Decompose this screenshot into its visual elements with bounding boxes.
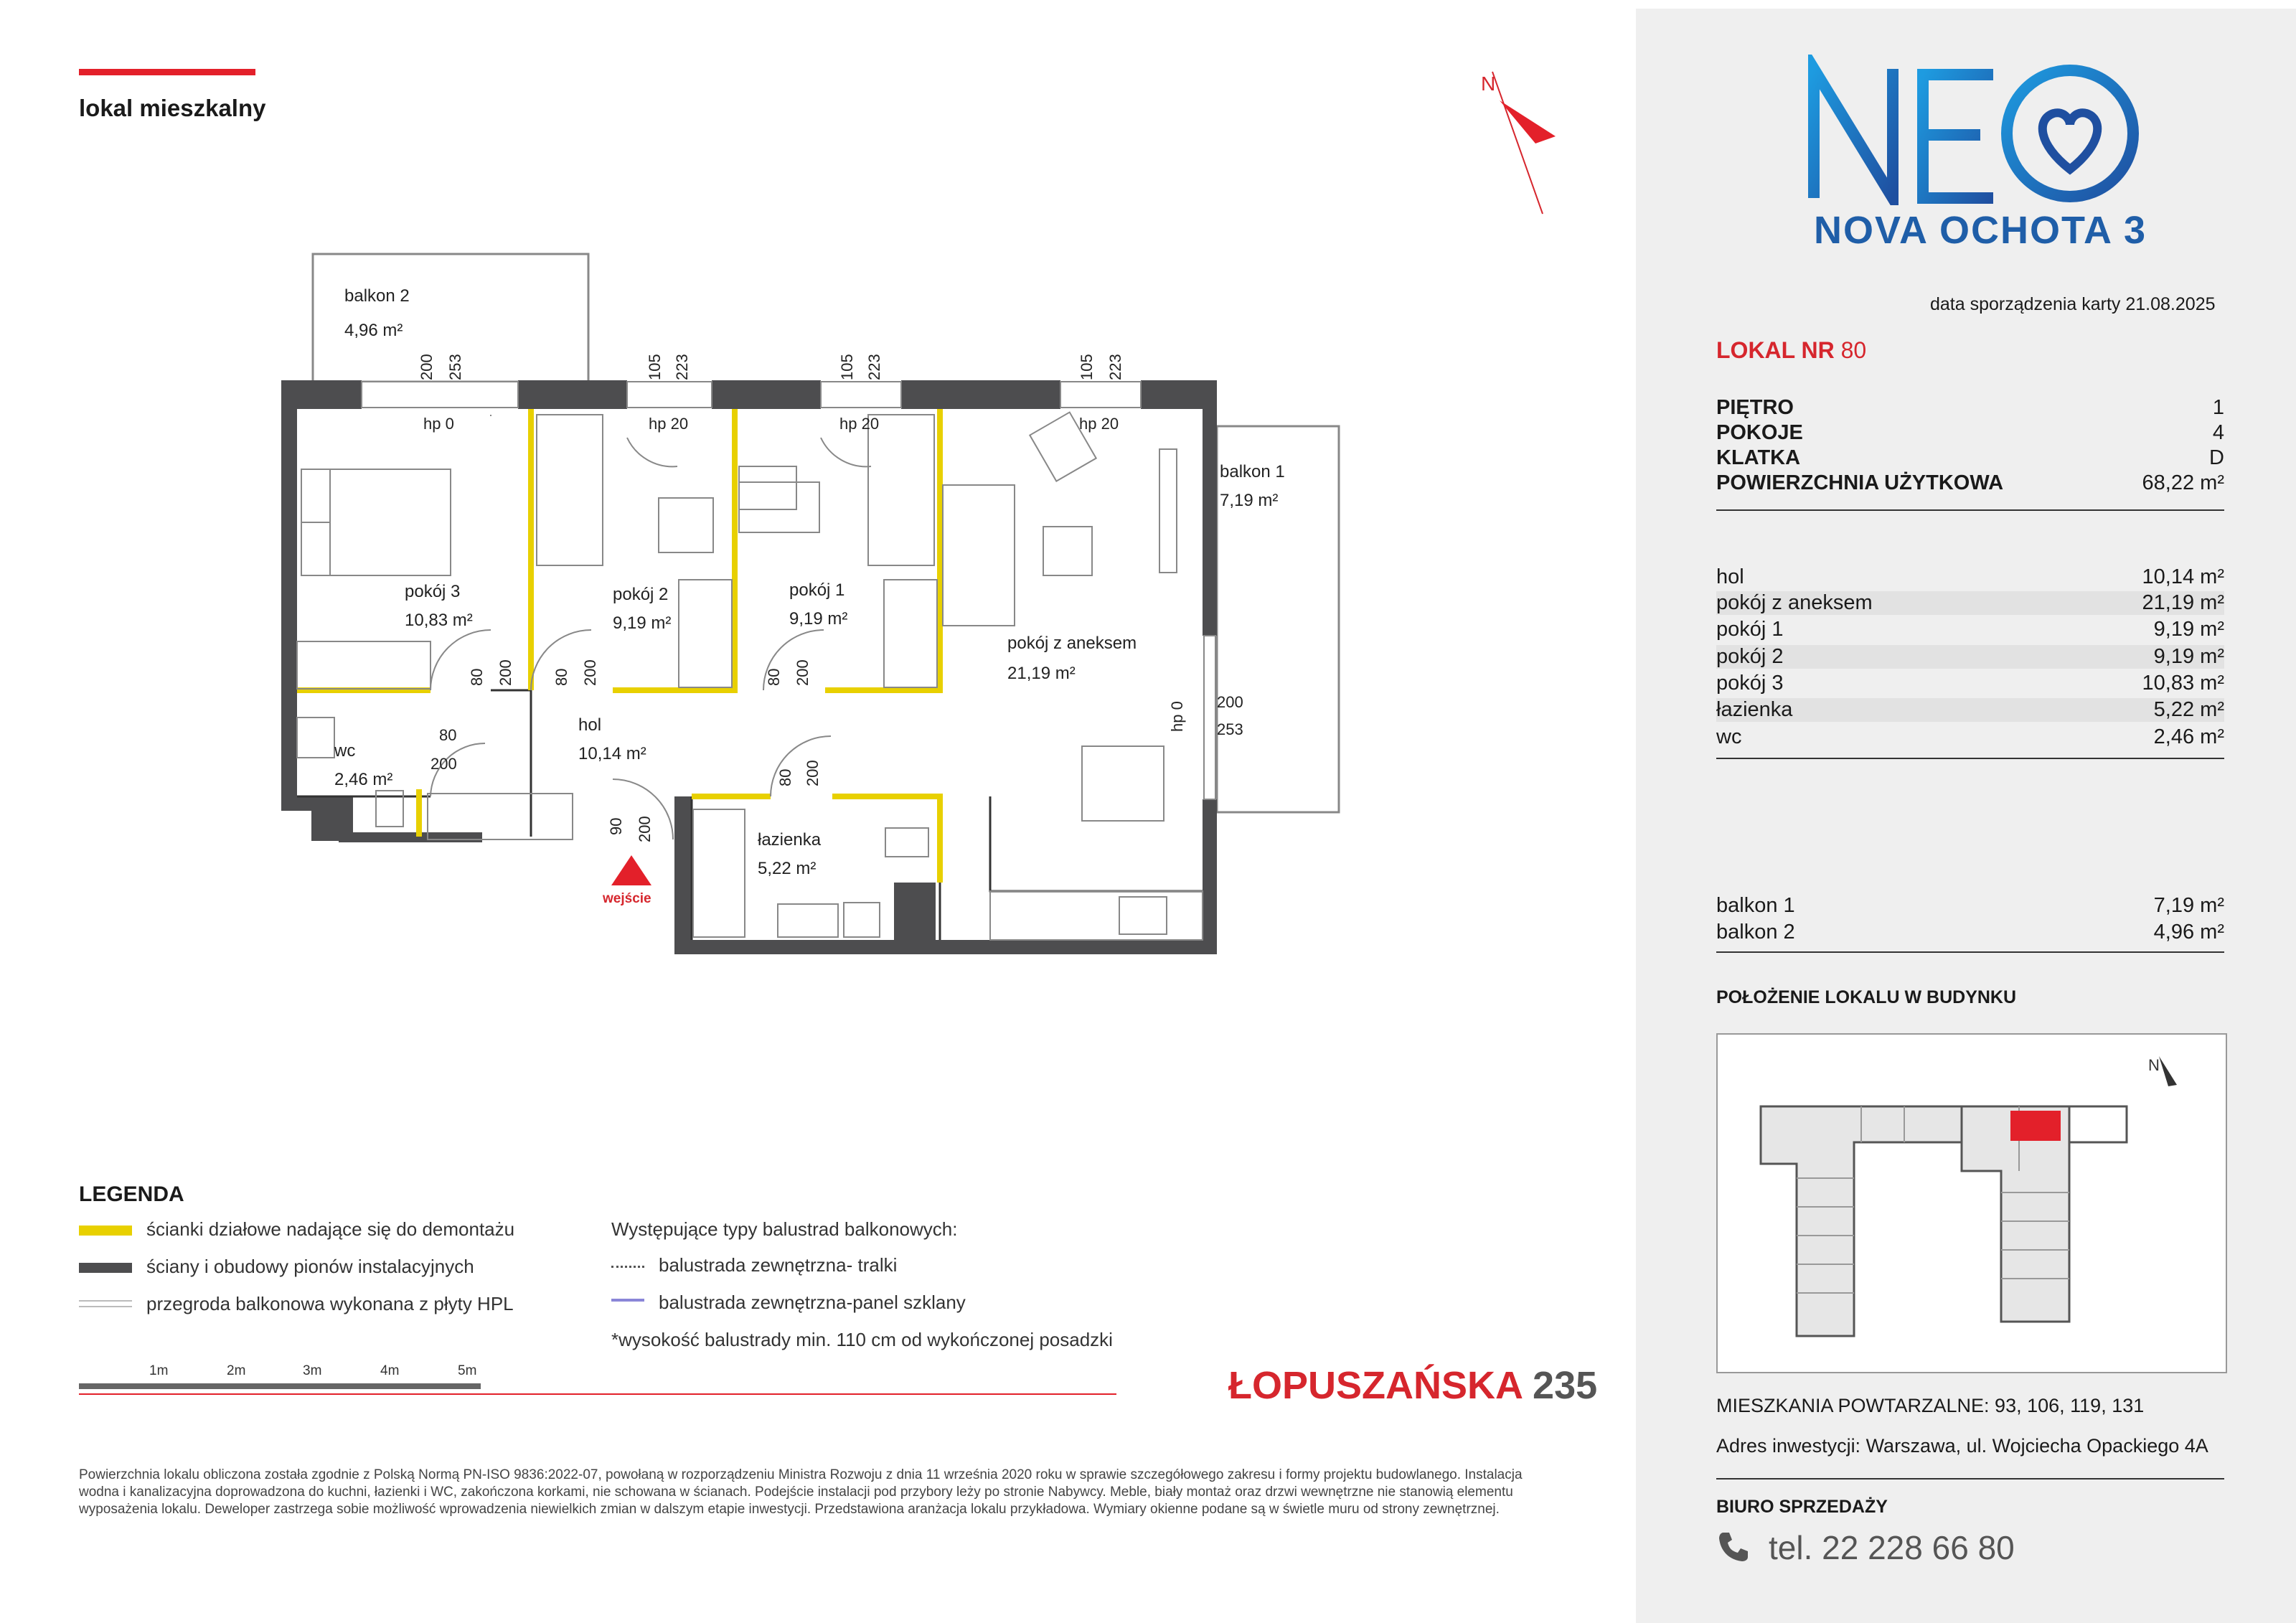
wc-area: 2,46 m² xyxy=(334,770,393,789)
balkon-1-label: balkon 1 xyxy=(1220,462,1285,481)
lokal-value: 80 xyxy=(1840,337,1867,363)
phone-icon xyxy=(1716,1530,1751,1564)
detail-row: POKOJE 4 xyxy=(1716,421,2224,444)
balustrade-note: *wysokość balustrady min. 110 cm od wykończonej posadzki xyxy=(611,1329,1113,1350)
window-hp-label: hp 20 xyxy=(1079,415,1119,433)
legend-item: ściany i obudowy pionów instalacyjnych xyxy=(146,1256,474,1277)
balustrade-tralki-icon xyxy=(611,1261,644,1268)
door-dim-label: 200 xyxy=(794,659,811,686)
pokoj-3-area: 10,83 m² xyxy=(405,611,473,630)
detail-row: POWIERZCHNIA UŻYTKOWA 68,22 m² xyxy=(1716,471,2224,494)
neo-logo xyxy=(1808,55,2152,205)
room-row: pokój 2 9,19 m² xyxy=(1716,645,2224,668)
balustrade-item: balustrada zewnętrzna-panel szklany xyxy=(659,1292,966,1313)
detail-row: KLATKA D xyxy=(1716,446,2224,469)
window-dim-label: 253 xyxy=(1217,720,1243,738)
street-name xyxy=(1228,1363,1597,1408)
door-dim-label: 200 xyxy=(497,659,514,686)
building-location-map xyxy=(1716,1033,2227,1373)
room-row: łazienka 5,22 m² xyxy=(1716,698,2224,721)
room-row: pokój 1 9,19 m² xyxy=(1716,618,2224,641)
hol-label: hol xyxy=(578,715,602,735)
entrance-label: wejście xyxy=(603,891,651,906)
balkon-1-area: 7,19 m² xyxy=(1220,491,1279,510)
door-dim-label: 200 xyxy=(581,659,599,686)
scale-tick: 4m xyxy=(380,1363,400,1378)
room-row: wc 2,46 m² xyxy=(1716,725,2224,748)
window-hp-label: hp 20 xyxy=(839,415,880,433)
door-dim-label: 200 xyxy=(804,760,822,786)
door-dim-label: 80 xyxy=(776,768,794,786)
legend-item: ścianki działowe nadające się do demontażu xyxy=(146,1218,515,1240)
window-hp-label: hp 20 xyxy=(649,415,689,433)
hol-area: 10,14 m² xyxy=(578,744,646,763)
lazienka-area: 5,22 m² xyxy=(758,859,817,878)
document-type: lokal mieszkalny xyxy=(79,95,266,121)
sales-phone[interactable]: tel. 22 228 66 80 xyxy=(1769,1529,2015,1566)
balcony-row: balkon 1 7,19 m² xyxy=(1716,894,2224,917)
balkon-2-label: balkon 2 xyxy=(344,286,410,306)
window-dim-label: 105 xyxy=(1078,354,1096,380)
divider xyxy=(1716,1478,2224,1479)
scale-baseline xyxy=(79,1393,1116,1395)
minimap-north: N xyxy=(2148,1056,2160,1074)
balustrade-glass-icon xyxy=(611,1299,644,1302)
lazienka-label: łazienka xyxy=(758,830,822,850)
balustrade-title: Występujące typy balustrad balkonowych: xyxy=(611,1218,958,1240)
scale-tick: 5m xyxy=(458,1363,477,1378)
legend-title: LEGENDA xyxy=(79,1182,184,1206)
divider xyxy=(1716,509,2224,511)
lokal-label: LOKAL NR xyxy=(1716,337,1835,363)
location-title: POŁOŻENIE LOKALU W BUDYNKU xyxy=(1716,987,2017,1007)
pokoj-3-label: pokój 3 xyxy=(405,582,461,601)
legend-swatch-partition xyxy=(79,1226,132,1236)
door-dim-label: 200 xyxy=(430,755,457,773)
divider xyxy=(1716,951,2224,953)
pokoj-2-area: 9,19 m² xyxy=(613,613,672,633)
pokoj-1-area: 9,19 m² xyxy=(789,609,848,629)
door-dim-label: 80 xyxy=(765,668,783,686)
room-row: hol 10,14 m² xyxy=(1716,565,2224,588)
pokoj-1-label: pokój 1 xyxy=(789,580,845,600)
lokal-number xyxy=(1716,337,1866,364)
unit-highlight xyxy=(2010,1111,2061,1141)
divider xyxy=(1716,758,2224,759)
scale-tick: 2m xyxy=(227,1363,246,1378)
window-dim-label: 105 xyxy=(646,354,664,380)
window-dim-label: 105 xyxy=(838,354,856,380)
window-dim-label: 223 xyxy=(1106,354,1124,380)
legend-swatch-structural xyxy=(79,1263,132,1273)
repeat-units: MIESZKANIA POWTARZALNE: 93, 106, 119, 131 xyxy=(1716,1395,2145,1416)
street-number: 235 xyxy=(1533,1364,1598,1407)
card-date: data sporządzenia karty 21.08.2025 xyxy=(1930,294,2216,314)
balustrade-item: balustrada zewnętrzna- tralki xyxy=(659,1254,898,1276)
investment-address: Adres inwestycji: Warszawa, ul. Wojciecha Opackiego 4A xyxy=(1716,1435,2208,1457)
door-dim-label: 80 xyxy=(468,668,486,686)
partition-walls xyxy=(297,409,940,883)
street-label: ŁOPUSZAŃSKA xyxy=(1228,1364,1523,1407)
wc-label: wc xyxy=(334,741,356,761)
door-dim-label: 200 xyxy=(636,816,654,842)
project-name: NOVA OCHOTA 3 xyxy=(1814,209,2147,252)
window-hp-label: hp 0 xyxy=(423,415,454,433)
pokoj-2-label: pokój 2 xyxy=(613,585,669,604)
disclaimer: Powierzchnia lokalu obliczona została zgodnie z Polską Normą PN-ISO 9836:2022-07, powołaną w rozporządzeniu Ministra Rozwoju z dnia 11 września 2020 roku w sprawie szczegółowego zakresu i formy projektu budowlanego. Instalacja wodna i kanalizacyjna doprowadzona do kuchni, łazienki i WC, zakończona korkami, nie schowana w ścianach. Podejście instalacji pod przybory leży po stronie Nabywcy. Meble, biały montaż oraz drzwi wewnętrzne nie stanowią elementu wyposażenia lokalu. Deweloper zastrzega sobie możliwość wprowadzenia niewielkich zmian w dalszym etapie inwestycji. Przedstawiona aranżacja lokalu przykładowa. Wymiary okienne podane są w świetle muru od strony zewnętrznej. xyxy=(79,1467,1523,1517)
north-arrow xyxy=(1481,72,1556,214)
detail-row: PIĘTRO 1 xyxy=(1716,396,2224,419)
window-dim-label: 223 xyxy=(673,354,691,380)
sales-title: BIURO SPRZEDAŻY xyxy=(1716,1497,1888,1517)
room-row: pokój 3 10,83 m² xyxy=(1716,672,2224,695)
balkon-2-area: 4,96 m² xyxy=(344,321,403,340)
aneks-label: pokój z aneksem xyxy=(1007,634,1137,653)
window-dim-label: 200 xyxy=(418,354,436,380)
balkon-1-outline xyxy=(1217,426,1339,812)
window-hp-label: hp 0 xyxy=(1168,701,1186,732)
legend-swatch-hpl xyxy=(79,1300,132,1307)
room-labels xyxy=(334,286,1285,878)
window-dim-label: 253 xyxy=(446,354,464,380)
legend-item: przegroda balkonowa wykonana z płyty HPL xyxy=(146,1293,514,1314)
north-label: N xyxy=(1481,72,1496,95)
window-dim-label: 223 xyxy=(865,354,883,380)
aneks-area: 21,19 m² xyxy=(1007,664,1076,683)
balcony-row: balkon 2 4,96 m² xyxy=(1716,921,2224,944)
room-row: pokój z aneksem 21,19 m² xyxy=(1716,591,2224,614)
door-dim-label: 80 xyxy=(439,726,457,744)
entrance-marker xyxy=(611,855,651,885)
scale-tick: 1m xyxy=(149,1363,169,1378)
window-dim-label: 200 xyxy=(1217,693,1243,711)
door-dim-label: 90 xyxy=(607,817,625,835)
door-dim-label: 80 xyxy=(552,668,570,686)
floor-plan xyxy=(0,0,1607,990)
scale-bar xyxy=(79,1383,481,1389)
scale-tick: 3m xyxy=(303,1363,322,1378)
